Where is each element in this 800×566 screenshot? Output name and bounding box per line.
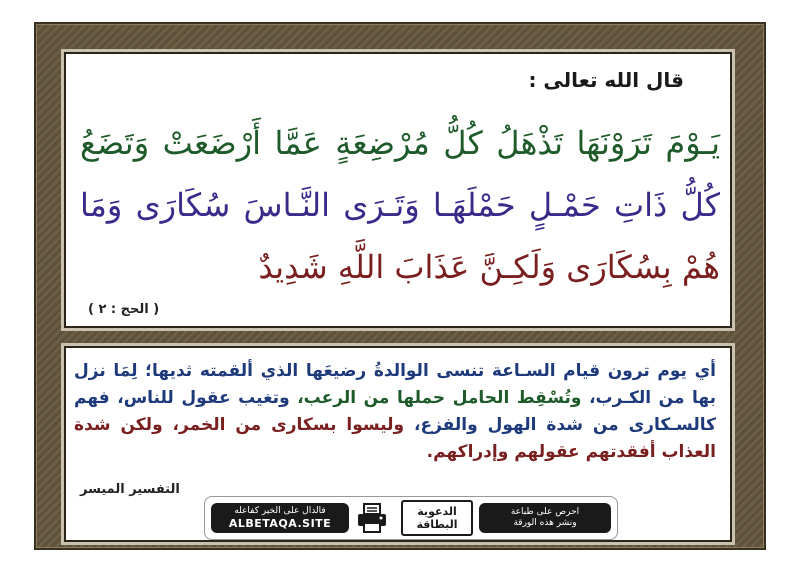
verse-panel [64, 52, 732, 328]
print-note-line-2: ونشر هذه الورقة [513, 518, 577, 528]
tafsir-part-3: وتغيب عقول للناس، فهم كالسـكارى من شدة الهول والفزع، [74, 388, 717, 435]
verse-line-2: كُلُّ ذَاتِ حَمْـلٍ حَمْلَهَـا وَتَـرَى النَّـاسَ سُكَارَى وَمَا [80, 186, 720, 224]
logo-line-1: الدعوية [417, 505, 457, 518]
quran-verse [80, 112, 720, 298]
tafsir-part-4: وليسوا بسكارى من الخمر، ولكن شدة العذاب أفقدتهم عقولهم وإدراكهم. [74, 415, 716, 462]
surah-reference: ( الحج : ٢ ) [88, 302, 160, 317]
print-share-box [479, 503, 611, 533]
verse-line-3: هُمْ بِسُكَارَى وَلَكِـنَّ عَذَابَ اللَّهِ شَدِيدٌ [258, 248, 720, 286]
site-slogan: فالدال على الخير كفاعله [234, 506, 326, 516]
site-box[interactable] [211, 503, 349, 533]
verse-intro: قال الله تعالى : [528, 68, 684, 92]
tafsir-part-1: أي يوم ترون قيام السـاعة تنسى الوالدةُ رضيعَها الذي ألقمته ثديها؛ لِمَا نزل بها من الكـرب، [74, 361, 717, 408]
footer-banner [204, 496, 618, 540]
logo-line-2: البطاقة [416, 518, 458, 531]
verse-line-1: يَـوْمَ تَرَوْنَهَا تَذْهَلُ كُلُّ مُرْضِعَةٍ عَمَّا أَرْضَعَتْ وَتَضَعُ [80, 124, 720, 162]
albetaqa-logo [401, 500, 473, 536]
printer-icon [355, 501, 389, 535]
tafsir-part-2: وتُسْقِط الحامل حملها من الرعب، [297, 388, 582, 408]
print-note-line-1: احرص على طباعة [510, 507, 580, 517]
tafsir-source: التفسير الميسر [80, 482, 180, 497]
site-url[interactable]: ALBETAQA.SITE [228, 517, 332, 530]
tafsir-text [74, 358, 716, 466]
